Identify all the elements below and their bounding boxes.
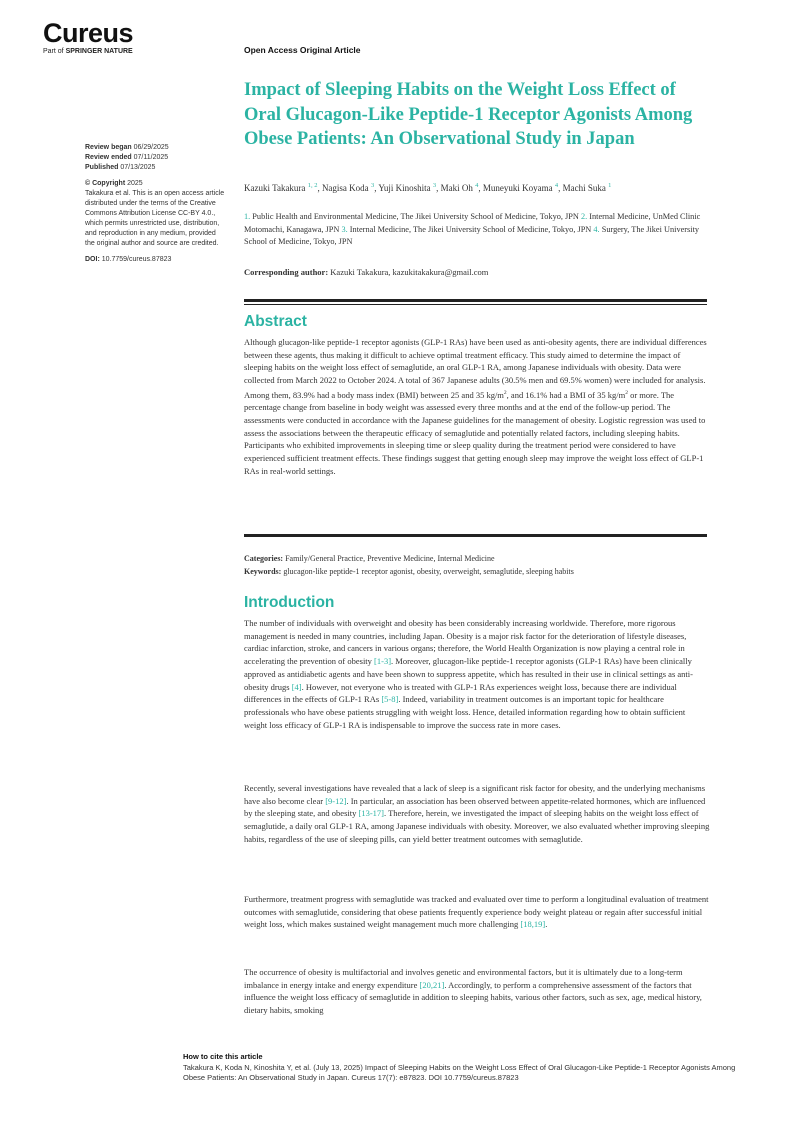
section-divider [244, 299, 707, 302]
logo-subtitle [43, 48, 133, 55]
published-label: Published [85, 164, 119, 171]
copyright-label: © Copyright [85, 180, 126, 187]
author-name[interactable]: Yuji Kinoshita [378, 183, 431, 193]
categories-text: Family/General Practice, Preventive Medicine, Internal Medicine [283, 554, 495, 563]
article-metadata-sidebar [85, 143, 225, 271]
published-date: 07/13/2025 [118, 164, 156, 171]
author-affiliation-ref: 1, 2 [307, 182, 318, 189]
intro-paragraph-1: The number of individuals with overweight and obesity has been considerably increasing worldwide. Therefore, more rigorous management is needed in many countries, including Japan. Obesity is a major risk factor for the deterioration of lifestyle diseases, cardiac infarction, stroke, and cancers in various organs; therefore, the World Health Organization is now playing a central role in accelerating the prevention of obesity [1-3]. Moreover, glucagon-like peptide-1 receptor agonists (GLP-1 RAs) have been clinically approved as antidiabetic agents and have been shown to suppress appetite, which has resulted in their use in clinical settings as anti-obesity drugs [4]. However, not everyone who is treated with GLP-1 RAs experiences weight loss, because there are individual differences in the effects of GLP-1 RAs [5-8]. Indeed, variability in treatment outcomes is an important topic for healthcare professionals who have obese patients struggling with weight loss. Hence, detailed information regarding how to obtain sufficient weight loss efficacy of GLP-1 RA is indispensable to improve the success rate in more cases. [244, 618, 693, 730]
section-divider-thin [244, 304, 707, 305]
keywords-text: glucagon-like peptide-1 receptor agonist, obesity, overweight, semaglutide, sleeping habits [281, 567, 574, 576]
doi-link[interactable]: 10.7759/cureus.87823 [99, 256, 172, 263]
citation-text: Takakura K, Koda N, Kinoshita Y, et al. (July 13, 2025) Impact of Sleeping Habits on the Weight Loss Effect of Oral Glucagon-Like Peptide-1 Receptor Agonists Among Obese Patients: An Observational Study in Japan. Cureus 17(7): e87823. DOI 10.7759/cureus.87823 [183, 1062, 736, 1082]
published [85, 163, 225, 173]
affiliation-number: 3. [341, 224, 348, 234]
author-affiliation-ref: 1 [608, 182, 612, 189]
review-dates [85, 143, 225, 173]
logo-sub-brand: SPRINGER NATURE [65, 48, 133, 55]
keywords-label: Keywords: [244, 567, 282, 576]
author-affiliation-ref: 4 [554, 182, 559, 189]
article-type-label: Open Access Original Article [244, 45, 361, 55]
author-list: Kazuki Takakura $^{1, 2}$, Nagisa Koda $^3$, Yuji Kinoshita $^3$, Maki Oh $^4$, Muneyuki Koyama $^4$, Machi Suka $^1$ [244, 182, 612, 193]
affiliation-text: Public Health and Environmental Medicine, The Jikei University School of Medicine, Tokyo, JPN [250, 212, 581, 221]
categories [244, 554, 495, 563]
affiliation-text: Internal Medicine, The Jikei University School of Medicine, Tokyo, JPN [347, 224, 594, 234]
author-affiliation-ref: 3 [370, 182, 375, 189]
intro-paragraph-3: Furthermore, treatment progress with semaglutide was tracked and evaluated over time to perform a longitudinal evaluation of treatment outcomes with semaglutide, considering that obese patients frequently experience body weight plateau or regain after successful initial weight loss, which makes sustained weight management much more challenging [18,19]. [244, 894, 709, 930]
intro-paragraph-2: Recently, several investigations have revealed that a lack of sleep is a significant risk factor for obesity, and the underlying mechanisms have also become clear [9-12]. In particular, an association has been observed between appetite-related hormones, which are influenced by the sleeping state, and obesity [13-17]. Therefore, herein, we investigated the impact of sleeping habits on the weight loss effect of semaglutide, a daily oral GLP-1 RA, among Japanese individuals with obesity. Moreover, we also evaluated whether improving sleeping habits, regardless of the use of sleeping pills, can yield better treatment outcomes with semaglutide. [244, 783, 710, 844]
author-name[interactable]: Muneyuki Koyama [482, 183, 553, 193]
keywords [244, 567, 574, 576]
copyright-year: 2025 [125, 180, 143, 187]
citation-link[interactable]: [9-12] [325, 795, 347, 806]
article-title: Impact of Sleeping Habits on the Weight Loss Effect of Oral Glucagon-Like Peptide-1 Receptor Agonists Among Obese Patients: An Observational Study in Japan [244, 80, 693, 149]
citation-link[interactable]: [18,19] [520, 919, 546, 930]
abstract-heading: Abstract [244, 313, 307, 330]
how-to-cite [183, 1052, 743, 1084]
review-began-label: Review began [85, 144, 132, 151]
affiliation-text: Surgery, The Jikei University School of Medicine, Tokyo, JPN [244, 224, 700, 247]
author-name[interactable]: Maki Oh [440, 183, 473, 193]
cureus-logo[interactable] [43, 18, 133, 55]
doi-label: DOI: [85, 256, 100, 263]
copyright [85, 179, 225, 249]
doi [85, 255, 225, 265]
affiliation-number: 2. [580, 212, 588, 221]
author-name[interactable]: Machi Suka [562, 183, 606, 193]
citation-link[interactable]: [13-17] [358, 808, 384, 819]
how-to-cite-heading: How to cite this article [183, 1052, 263, 1061]
review-ended [85, 153, 225, 163]
logo-sub-prefix: Part of [43, 48, 64, 55]
affiliation-number: 1. [244, 212, 251, 221]
corresponding-author [244, 267, 488, 277]
author-affiliation-ref: 4 [475, 182, 479, 189]
citation-link[interactable]: [20,21] [419, 979, 445, 990]
license-text: Takakura et al. This is an open access article distributed under the terms of the Creative Commons Attribution License CC-BY 4.0., which permits unrestricted use, distribution, and reproduction in any medium, provided the original author and source are credited. [85, 190, 225, 247]
author-name[interactable]: Nagisa Koda [321, 183, 369, 193]
corresponding-author-label: Corresponding author: [244, 267, 329, 277]
abstract-text: Although glucagon-like peptide-1 receptor agonists (GLP-1 RAs) have been used as anti-obesity agents, there are individual differences between these agents, thus making it difficult to achieve optimal treatment efficacy. This study aimed to determine the impact of sleeping habits on the weight loss effect of semaglutide, an oral GLP-1 RA, among Japanese individuals with obesity. Data were collected from March 2022 to October 2024. A total of 367 Japanese adults (30.5% men and 69.5% women) were included for analysis. Among them, 83.9% had a body mass index (BMI) between 25 and 35 $kg/m^2$, and 16.1% had a BMI of 35 $kg/m^2$ or more. The percentage change from baseline in body weight was assessed every three months and at the end of the follow-up period. The assessments were conducted in accordance with the Japanese guidelines for the management of obesity. Logistic regression was used to assess the associations between the therapeutic efficacy of semaglutide and potentially related factors, including sleeping habits. Participants who exhibited improvements in sleeping time or sleep quality during the treatment period were considered to have experienced sufficient treatment effects. These findings suggest that getting enough sleep may improve the weight loss effect of GLP-1 RAs in real-world settings. [244, 337, 707, 476]
affiliation-list [244, 211, 716, 249]
corresponding-author-text[interactable]: Kazuki Takakura, kazukitakakura@gmail.com [328, 267, 489, 277]
logo-wordmark: Cureus [43, 18, 134, 48]
author-name[interactable]: Kazuki Takakura [244, 183, 306, 193]
review-began [85, 143, 225, 153]
categories-label: Categories: [244, 554, 284, 563]
introduction-heading: Introduction [244, 594, 335, 611]
section-divider [244, 534, 707, 537]
author-affiliation-ref: 3 [432, 182, 437, 189]
intro-paragraph-4: The occurrence of obesity is multifactorial and involves genetic and environmental factors, but it is ultimately due to a long-term imbalance in energy intake and energy expenditure [20,21]. Accordingly, to perform a comprehensive assessment of the factors that influence the weight loss efficacy of semaglutide in addition to sleeping habits, various other factors, such as sex, age, medical history, dietary habits, smoking [244, 967, 702, 1016]
review-ended-date: 07/11/2025 [131, 154, 169, 161]
review-ended-label: Review ended [85, 154, 132, 161]
citation-link[interactable]: [1-3] [374, 656, 392, 667]
affiliation-text: Internal Medicine, UnMed Clinic Motomachi, Kanagawa, JPN [244, 212, 701, 234]
citation-link[interactable]: [5-8] [381, 694, 399, 705]
affiliation-number: 4. [593, 224, 600, 234]
citation-link[interactable]: [4] [291, 681, 302, 692]
review-began-date: 06/29/2025 [131, 144, 169, 151]
